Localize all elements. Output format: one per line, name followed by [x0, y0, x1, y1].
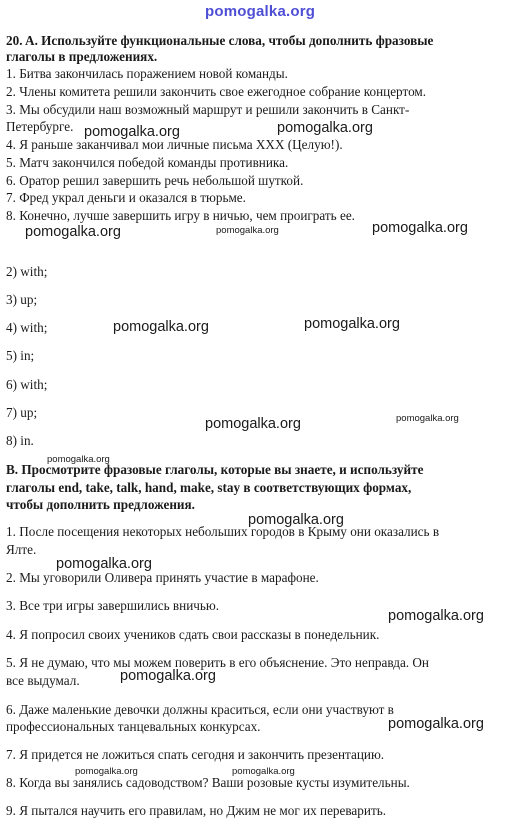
part-b-sentence: профессиональных танцевальных конкурсах.	[6, 719, 261, 734]
answer-item: 8) in.	[6, 433, 34, 448]
part-a-sentence: 5. Матч закончился победой команды противника.	[6, 155, 289, 170]
watermark: pomogalka.org	[75, 766, 138, 777]
watermark: pomogalka.org	[56, 556, 152, 572]
part-a-sentence: 4. Я раньше заканчивал мои личные письма XXX (Целую!).	[6, 137, 343, 152]
watermark: pomogalka.org	[216, 225, 279, 236]
part-a-sentence: 7. Фред украл деньги и оказался в тюрьме.	[6, 190, 246, 205]
part-a-heading-line-2: глаголы в предложениях.	[6, 49, 158, 64]
answer-item: 3) up;	[6, 292, 38, 307]
answer-item: 2) with;	[6, 264, 48, 279]
part-b-heading-line-1: B. Просмотрите фразовые глаголы, которые вы знаете, и используйте	[6, 462, 424, 477]
watermark: pomogalka.org	[47, 454, 110, 465]
watermark-top: pomogalka.org	[205, 3, 316, 20]
part-b-sentence: 5. Я не думаю, что мы можем поверить в его объяснение. Это неправда. Он	[6, 655, 429, 670]
part-b-heading-line-3: чтобы дополнить предложения.	[6, 497, 195, 512]
watermark: pomogalka.org	[84, 124, 180, 140]
watermark: pomogalka.org	[277, 120, 373, 136]
watermark: pomogalka.org	[113, 319, 209, 335]
watermark: pomogalka.org	[248, 512, 344, 528]
answer-item: 5) in;	[6, 348, 35, 363]
part-a-sentence: 3. Мы обсудили наш возможный маршрут и решили закончить в Санкт-	[6, 102, 410, 117]
watermark: pomogalka.org	[120, 668, 216, 684]
part-b-sentence: Ялте.	[6, 542, 37, 557]
part-a-sentence: 8. Конечно, лучше завершить игру в ничью, чем проиграть ее.	[6, 208, 355, 223]
answer-item: 7) up;	[6, 405, 38, 420]
part-b-sentence: все выдумал.	[6, 673, 80, 688]
part-b-sentence: 7. Я придется не ложиться спать сегодня и закончить презентацию.	[6, 747, 385, 762]
watermark: pomogalka.org	[388, 716, 484, 732]
watermark: pomogalka.org	[232, 766, 295, 777]
part-a-sentence: 2. Члены комитета решили закончить свое ежегодное собрание концертом.	[6, 84, 427, 99]
part-a-sentence: 1. Битва закончилась поражением новой команды.	[6, 66, 288, 81]
part-b-sentence: 9. Я пытался научить его правилам, но Джим не мог их переварить.	[6, 803, 387, 818]
watermark: pomogalka.org	[205, 416, 301, 432]
part-b-sentence: 1. После посещения некоторых небольших городов в Крыму они оказались в	[6, 524, 440, 539]
part-b-sentence: 4. Я попросил своих учеников сдать свои рассказы в понедельник.	[6, 627, 380, 642]
part-b-sentence: 6. Даже маленькие девочки должны краситься, если они участвуют в	[6, 702, 394, 717]
watermark: pomogalka.org	[396, 413, 459, 424]
watermark: pomogalka.org	[304, 316, 400, 332]
part-b-heading-line-2: глаголы end, take, talk, hand, make, stay в соответствующих формах,	[6, 480, 412, 495]
answer-item: 4) with;	[6, 320, 48, 335]
part-a-sentence: Петербурге.	[6, 119, 74, 134]
watermark: pomogalka.org	[388, 608, 484, 624]
part-b-sentence: 2. Мы уговорили Оливера принять участие в марафоне.	[6, 570, 319, 585]
answer-item: 6) with;	[6, 377, 48, 392]
part-a-heading-line-1: 20. A. Используйте функциональные слова, чтобы дополнить фразовые	[6, 33, 434, 48]
watermark: pomogalka.org	[372, 220, 468, 236]
watermark: pomogalka.org	[25, 224, 121, 240]
part-b-sentence: 3. Все три игры завершились вничью.	[6, 598, 220, 613]
part-a-sentence: 6. Оратор решил завершить речь небольшой шуткой.	[6, 173, 304, 188]
part-b-sentence: 8. Когда вы занялись садоводством? Ваши розовые кусты изумительны.	[6, 775, 410, 790]
